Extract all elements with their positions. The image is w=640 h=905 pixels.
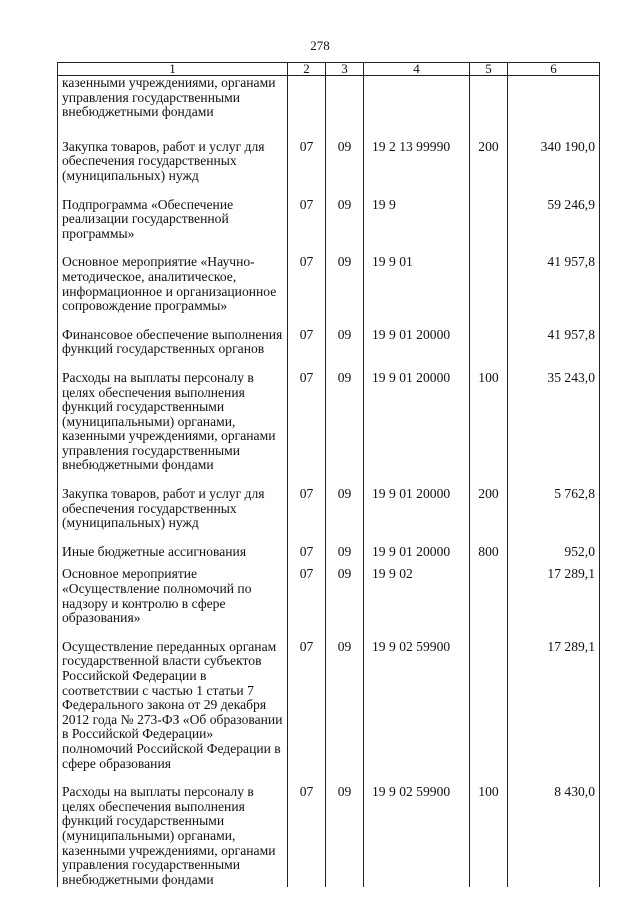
subsection-code: 09 [326,255,364,313]
section-code: 07 [288,545,326,560]
table-row [58,198,600,242]
column-header: 4 [364,63,470,76]
table-row [58,76,600,120]
table-row [58,255,600,313]
expense-name: Расходы на выплаты персоналу в целях обеспечения выполнения функций государственными (муниципальными) органами, казенными учреждениями, органами управления государственными внебюджетными фондами [58,371,288,473]
table-row [58,785,600,887]
table-row [58,640,600,771]
expense-type-code: 200 [470,487,508,531]
expense-name: Расходы на выплаты персоналу в целях обеспечения выполнения функций государственными (муниципальными) органами, казенными учреждениями, органами управления государственными внебюджетными фондами [58,785,288,887]
expense-type-code: 100 [470,785,508,887]
table-row [58,328,600,357]
target-article-code: 19 9 01 20000 [364,371,470,473]
expense-name: казенными учреждениями, органами управления государственными внебюджетными фондами [58,76,288,120]
table-row [58,545,600,560]
expense-name: Осуществление переданных органам государственной власти субъектов Российской Федерации в соответствии с частью 1 статьи 7 Федерального закона от 29 декабря 2012 года № 273-ФЗ «Об образовании в Российской Федерации» полномочий Российской Федерации в сфере образования [58,640,288,771]
expense-type-code: 800 [470,545,508,560]
expense-type-code [470,76,508,120]
page-number: 278 [310,38,330,53]
subsection-code: 09 [326,140,364,184]
column-header: 5 [470,63,508,76]
subsection-code: 09 [326,328,364,357]
expense-name: Закупка товаров, работ и услуг для обеспечения государственных (муниципальных) нужд [58,140,288,184]
amount: 41 957,8 [508,328,600,357]
expense-name: Основное мероприятие «Осуществление полномочий по надзору и контролю в сфере образования» [58,567,288,625]
target-article-code: 19 9 02 59900 [364,640,470,771]
section-code: 07 [288,328,326,357]
amount: 17 289,1 [508,567,600,625]
section-code: 07 [288,487,326,531]
amount: 340 190,0 [508,140,600,184]
expense-name: Подпрограмма «Обеспечение реализации государственной программы» [58,198,288,242]
subsection-code: 09 [326,567,364,625]
subsection-code: 09 [326,487,364,531]
expense-type-code [470,640,508,771]
table-row [58,140,600,184]
subsection-code: 09 [326,640,364,771]
column-header: 6 [508,63,600,76]
subsection-code: 09 [326,371,364,473]
expense-type-code: 100 [470,371,508,473]
table-row [58,567,600,625]
target-article-code: 19 9 01 [364,255,470,313]
section-code: 07 [288,567,326,625]
expense-type-code [470,198,508,242]
target-article-code: 19 9 [364,198,470,242]
target-article-code [364,76,470,120]
amount: 35 243,0 [508,371,600,473]
amount: 59 246,9 [508,198,600,242]
column-header: 3 [326,63,364,76]
subsection-code: 09 [326,785,364,887]
subsection-code [326,76,364,120]
section-code: 07 [288,198,326,242]
expense-name: Иные бюджетные ассигнования [58,545,288,560]
section-code: 07 [288,140,326,184]
expense-name: Финансовое обеспечение выполнения функций государственных органов [58,328,288,357]
section-code: 07 [288,255,326,313]
expense-type-code [470,328,508,357]
table-row [58,487,600,531]
amount: 952,0 [508,545,600,560]
expense-type-code [470,255,508,313]
target-article-code: 19 9 01 20000 [364,328,470,357]
amount: 17 289,1 [508,640,600,771]
amount: 41 957,8 [508,255,600,313]
subsection-code: 09 [326,198,364,242]
section-code: 07 [288,785,326,887]
expense-name: Основное мероприятие «Научно-методическое, аналитическое, информационное и организационное сопровождение программы» [58,255,288,313]
column-header: 1 [58,63,288,76]
subsection-code: 09 [326,545,364,560]
target-article-code: 19 9 02 [364,567,470,625]
section-code [288,76,326,120]
header-row [58,63,600,76]
amount: 8 430,0 [508,785,600,887]
section-code: 07 [288,371,326,473]
table-row [58,371,600,473]
column-header: 2 [288,63,326,76]
target-article-code: 19 2 13 99990 [364,140,470,184]
budget-table [57,62,600,887]
expense-name: Закупка товаров, работ и услуг для обеспечения государственных (муниципальных) нужд [58,487,288,531]
expense-type-code: 200 [470,140,508,184]
amount [508,76,600,120]
target-article-code: 19 9 01 20000 [364,545,470,560]
target-article-code: 19 9 02 59900 [364,785,470,887]
amount: 5 762,8 [508,487,600,531]
target-article-code: 19 9 01 20000 [364,487,470,531]
expense-type-code [470,567,508,625]
section-code: 07 [288,640,326,771]
